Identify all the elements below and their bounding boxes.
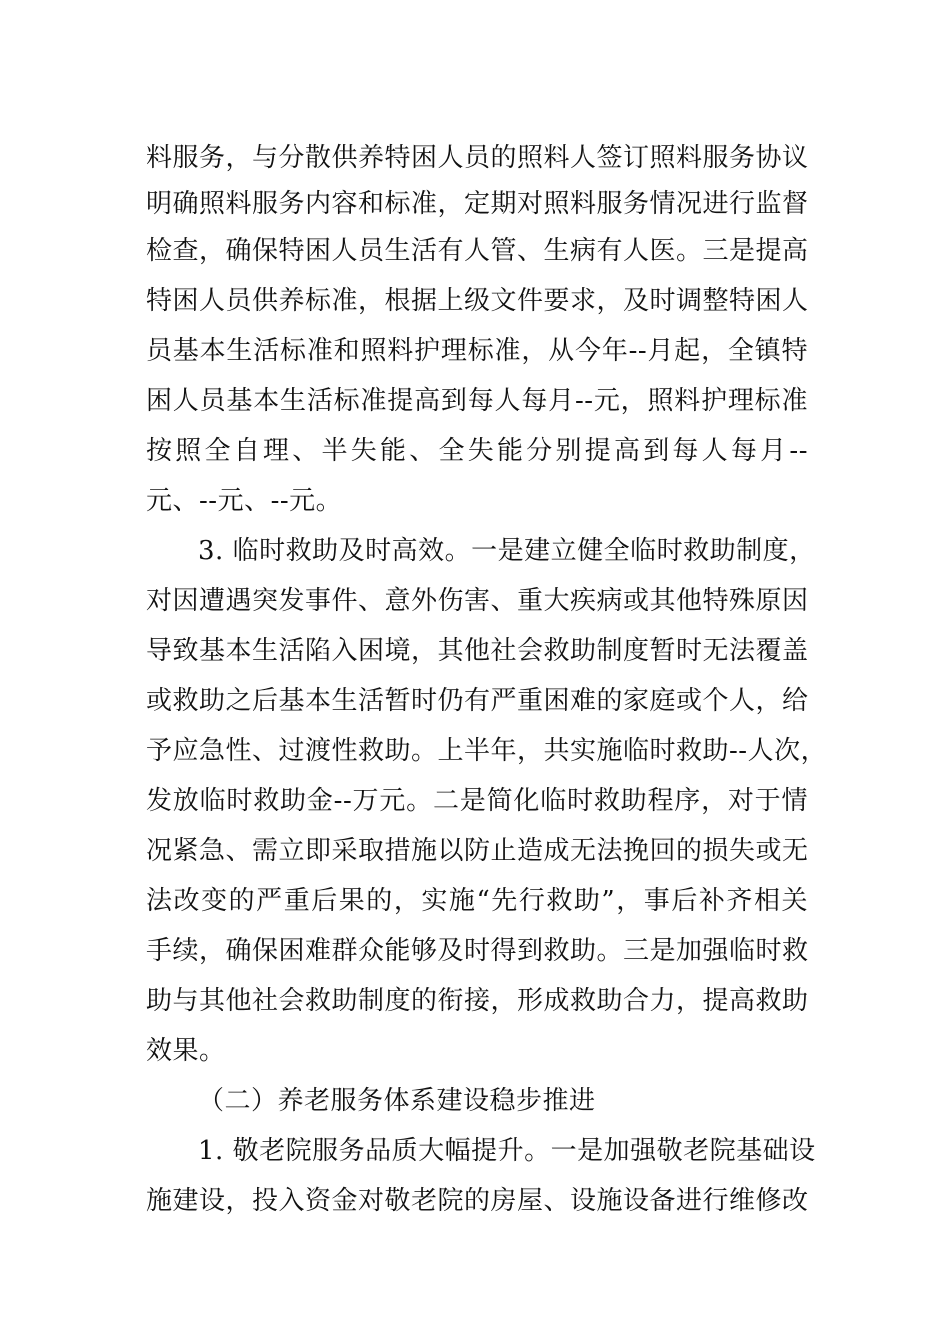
text-line: 对因遭遇突发事件、意外伤害、重大疾病或其他特殊原因 bbox=[146, 586, 809, 616]
text-line: 员基本生活标准和照料护理标准，从今年--月起，全镇特 bbox=[146, 336, 808, 366]
text-line: 或救助之后基本生活暂时仍有严重困难的家庭或个人，给 bbox=[146, 686, 809, 716]
text-line: 检查，确保特困人员生活有人管、生病有人医。三是提高 bbox=[146, 236, 809, 266]
text-line: 困人员基本生活标准提高到每人每月--元，照料护理标准 bbox=[146, 386, 808, 416]
text-line: 予应急性、过渡性救助。上半年，共实施临时救助--人次， bbox=[146, 736, 828, 766]
paragraph-start: 3. 临时救助及时高效。一是建立健全临时救助制度， bbox=[198, 536, 816, 566]
text-line: 况紧急、需立即采取措施以防止造成无法挽回的损失或无 bbox=[146, 836, 809, 866]
paragraph-start: 1. 敬老院服务品质大幅提升。一是加强敬老院基础设 bbox=[198, 1136, 816, 1166]
text-line: 助与其他社会救助制度的衔接，形成救助合力，提高救助 bbox=[146, 986, 809, 1016]
text-line: 导致基本生活陷入困境，其他社会救助制度暂时无法覆盖 bbox=[146, 636, 809, 666]
text-line: 料服务，与分散供养特困人员的照料人签订照料服务协议 bbox=[146, 143, 809, 173]
text-line: 特困人员供养标准，根据上级文件要求，及时调整特困人 bbox=[146, 286, 809, 316]
text-line: 法改变的严重后果的，实施“先行救助”，事后补齐相关 bbox=[146, 886, 808, 916]
text-line: 明确照料服务内容和标准，定期对照料服务情况进行监督 bbox=[146, 189, 809, 219]
text-line: 发放临时救助金--万元。二是简化临时救助程序，对于情 bbox=[146, 786, 808, 816]
text-line: 施建设，投入资金对敬老院的房屋、设施设备进行维修改 bbox=[146, 1186, 809, 1216]
text-line: 手续，确保困难群众能够及时得到救助。三是加强临时救 bbox=[146, 936, 809, 966]
section-heading: （二）养老服务体系建设稳步推进 bbox=[198, 1086, 596, 1116]
text-line: 效果。 bbox=[146, 1036, 226, 1066]
text-line: 按照全自理、半失能、全失能分别提高到每人每月-- bbox=[146, 436, 808, 466]
text-line: 元、--元、--元。 bbox=[146, 486, 343, 516]
